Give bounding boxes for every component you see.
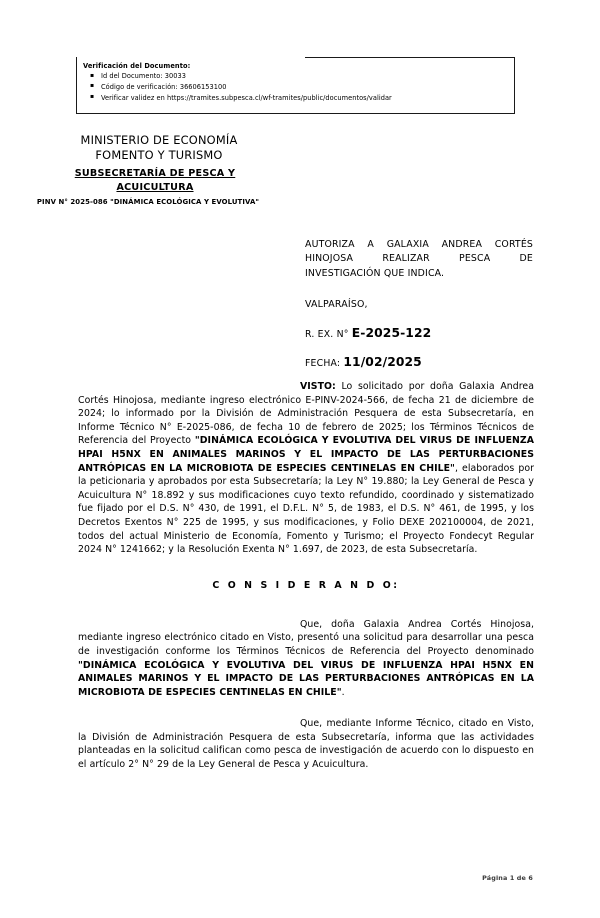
visto-text-2: , elaborados por la peticionaria y aprobados por esta Subsecretaría; la Ley N° 19.880; la Ley General de Pesca y Acuicultura N° 18.892 y sus modificaciones cuyo texto refundido, coordinado y sistematizado fue fijado por el D.S. N° 430, de 1991, el D.F.L. N° 5, de 1983, el D.S. N° 461, de 1995, y los Decretos Exentos N° 225 de 1995, y sus modificaciones, y Folio DEXE 202100004, de 2021, todos del actual Ministerio de Economía, Fomento y Turismo; el Proyecto Fondecyt Regular 2024 N° 1241662; y la Resolución Exenta N° 1.697, de 2023, de esta Subsecretaría. [78,462,535,556]
resolution-place: VALPARAÍSO, [305,299,368,310]
subsecretaria-header [30,167,280,195]
ministry-header [30,133,288,163]
verification-box-top-mask [77,56,305,59]
visto-project-title: "DINÁMICA ECOLÓGICA Y EVOLUTIVA DEL VIRUS DE INFLUENZA HPAI H5NX EN ANIMALES MARINOS Y EL IMPACTO DE LAS PERTURBACIONES ANTRÓPICAS EN LA MICROBIOTA DE ESPECIES CENTINELAS EN CHILE" [78,435,534,474]
ministry-line-1: MINISTERIO DE ECONOMÍA [80,133,238,147]
project-reference: PINV N° 2025-086 "DINÁMICA ECOLÓGICA Y EVOLUTIVA" [36,198,260,206]
subsecretaria-line-2: ACUICULTURA [116,181,194,193]
resolution-subject: AUTORIZA A GALAXIA ANDREA CORTÉS HINOJOSA REALIZAR PESCA DE INVESTIGACIÓN QUE INDICA. [305,239,533,279]
verification-box [76,57,515,114]
visto-paragraph [78,380,534,557]
verification-title: Verificación del Documento: [83,62,191,70]
resolution-subject-block [305,238,533,281]
considerando-paragraph-1 [78,618,534,700]
resolution-number-value: E-2025-122 [351,326,432,340]
verification-item-url: ▪ Verificar validez en https://tramites.subpesca.cl/wf-tramites/public/documentos/validar [101,93,514,104]
verification-item-id: ▪ Id del Documento: 30033 [101,71,514,82]
considerando-heading: C O N S I D E R A N D O: [212,579,400,591]
resolution-number-line [305,326,431,340]
document-body [78,380,534,772]
visto-label: VISTO: [300,381,336,392]
resolution-date-label: FECHA: [305,358,341,369]
resolution-number-label: R. EX. N° [305,329,349,340]
verification-item-code: ▪ Código de verificación: 36606153100 [101,82,514,93]
resolution-date-line [305,355,422,369]
considerando-1-text-1: Que, doña Galaxia Andrea Cortés Hinojosa, mediante ingreso electrónico citado en Visto, presentó una solicitud para desarrollar una pesca de investigación conforme los Términos Técnicos de Referencia del Proyecto denominado [78,618,534,657]
spacer-between-considerandos [78,699,534,717]
considerando-paragraph-2 [78,717,534,771]
considerando-1-text-2: . [341,686,345,698]
ministry-line-2: FOMENTO Y TURISMO [95,148,223,163]
page-footer: Página 1 de 6 [482,874,533,882]
visto-text-1: Lo solicitado por doña Galaxia Andrea Cortés Hinojosa, mediante ingreso electrónico E-PINV-2024-566, de fecha 21 de diciembre de 2024; lo informado por la División de Administración Pesquera de esta Subsecretaría, en Informe Técnico N° E-2025-086, de fecha 10 de febrero de 2025; los Términos Técnicos de Referencia del Proyecto [78,381,534,447]
verification-list [77,71,514,103]
subsecretaria-line-1: SUBSECRETARÍA DE PESCA Y [74,168,236,179]
resolution-date-value: 11/02/2025 [343,355,422,369]
considerando-2-text: Que, mediante Informe Técnico, citado en Visto, la División de Administración Pesquera de esta Subsecretaría, informa que las actividades planteadas en la solicitud califican como pesca de investigación de acuerdo con lo dispuesto en el artículo 2° N° 29 de la Ley General de Pesca y Acuicultura. [78,718,534,771]
spacer-after-considerando [78,591,534,618]
considerando-1-project-title: "DINÁMICA ECOLÓGICA Y EVOLUTIVA DEL VIRUS DE INFLUENZA HPAI H5NX EN ANIMALES MARINOS Y EL IMPACTO DE LAS PERTURBACIONES ANTRÓPICAS EN LA MICROBIOTA DE ESPECIES CENTINELAS EN CHILE" [78,659,534,698]
